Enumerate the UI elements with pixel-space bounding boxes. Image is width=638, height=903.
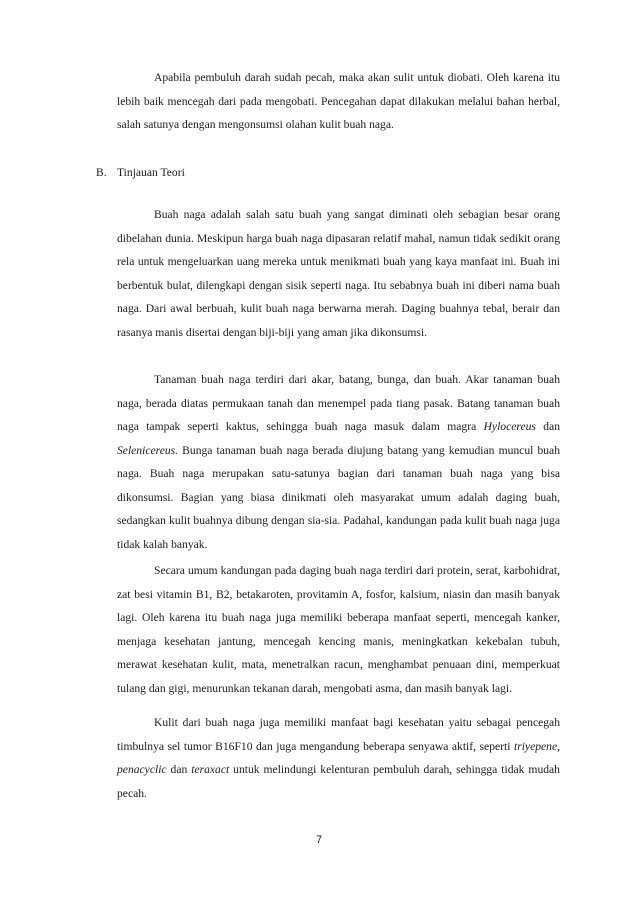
section-title: Tinjauan Teori xyxy=(117,166,185,179)
term-penacyclic: penacyclic xyxy=(117,763,167,776)
page-number: 7 xyxy=(315,834,323,846)
section-heading xyxy=(96,163,185,183)
genus-hylocereus: Hylocereus xyxy=(483,420,536,433)
paragraph-intro: Apabila pembuluh darah sudah pecah, maka akan sulit untuk diobati. Oleh karena itu lebih baik mencegah dari pada mengobati. Pencegahan dapat dilakukan melalui bahan herbal, salah satunya dengan mengonsumsi olahan kulit buah naga. xyxy=(117,71,560,131)
term-teraxact: teraxact xyxy=(191,763,230,776)
paragraph-kulit: Kulit dari buah naga juga memiliki manfaat bagi kesehatan yaitu sebagai pencegah timbulnya sel tumor B16F10 dan juga mengandung beberapa senyawa aktif, seperti triyepene, penacyclic dan teraxact untuk melindungi kelenturan pembuluh darah, sehingga tidak mudah pecah. xyxy=(117,716,560,800)
paragraph-kandungan: Secara umum kandungan pada daging buah naga terdiri dari protein, serat, karbohidrat, zat besi vitamin B1, B2, betakaroten, provitamin A, fosfor, kalsium, niasin dan masih banyak lagi. Oleh karena itu buah naga juga memiliki beberapa manfaat seperti, mencegah kanker, menjaga kesehatan jantung, mencegah kencing manis, meningkatkan kekebalan tubuh, merawat kesehatan kulit, mata, menetralkan racun, menghambat penuaan dini, memperkuat tulang dan gigi, menurunkan tekanan darah, mengobati asma, dan masih banyak lagi. xyxy=(117,564,560,695)
section-letter: B. xyxy=(96,166,107,179)
genus-selenicereus: Selenicereus. xyxy=(117,443,179,457)
paragraph-buah-naga: Buah naga adalah salah satu buah yang sangat diminati oleh sebagian besar orang dibelahan dunia. Meskipun harga buah naga dipasaran relatif mahal, namun tidak sedikit orang rela untuk mengeluarkan uang mereka untuk menikmati buah yang kaya manfaat ini. Buah ini berbentuk bulat, dilengkapi dengan sisik seperti naga. Itu sebabnya buah ini diberi nama buah naga. Dari awal berbuah, kulit buah naga berwarna merah. Daging buahnya tebal, berair dan rasanya manis disertai dengan biji-biji yang aman jika dikonsumsi. xyxy=(117,208,560,339)
paragraph-tanaman: Tanaman buah naga terdiri dari akar, batang, bunga, dan buah. Akar tanaman buah naga, berada diatas permukaan tanah dan menempel pada tiang pasak. Batang tanaman buah naga tampak seperti kaktus, sehingga buah naga masuk dalam magra Hylocereus dan Selenicereus. Bunga tanaman buah naga berada diujung batang yang kemudian muncul buah naga. Buah naga merupakan satu-satunya bagian dari tanaman buah naga yang bisa dikonsumsi. Bagian yang biasa dinikmati oleh masyarakat umum adalah daging buah, sedangkan kulit buahnya dibung dengan sia-sia. Padahal, kandungan pada kulit buah naga juga tidak kalah banyak. xyxy=(117,373,561,551)
term-triyepene: triyepene, xyxy=(513,739,560,753)
